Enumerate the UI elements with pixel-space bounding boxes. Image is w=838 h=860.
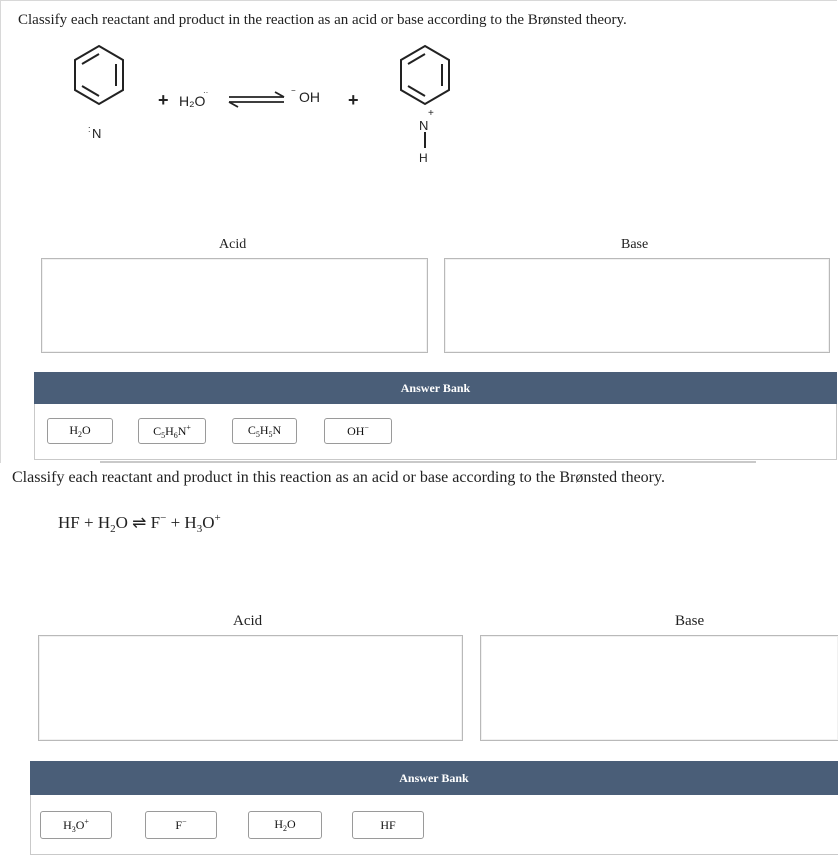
hydroxide-charge: − [291, 86, 296, 95]
chip-fluoride-label: F− [175, 817, 187, 832]
base-drop-zone[interactable] [444, 258, 830, 353]
lone-pair-dots: : [88, 124, 91, 134]
base-drop-zone-2[interactable] [480, 635, 838, 741]
chip-pyridinium[interactable] [138, 418, 206, 444]
chip-hydronium[interactable] [40, 811, 112, 839]
plus-sign-2: + [348, 90, 359, 110]
chip-water-2[interactable] [248, 811, 322, 839]
section-divider [100, 461, 756, 463]
water-molecule: H₂O [179, 93, 206, 109]
chip-pyridine[interactable] [232, 418, 297, 444]
water-lone-pairs: ·· [203, 88, 209, 97]
question1-prompt: Classify each reactant and product in the reaction as an acid or base according to the Brønsted theory. [18, 12, 627, 28]
chip-h2o[interactable] [47, 418, 113, 444]
chip-fluoride[interactable] [145, 811, 217, 839]
chip-pyridinium-label: $C_5H_6N^+$ [153, 422, 191, 440]
chip-h2o-label: $H_2O$ [69, 423, 91, 439]
chip-hf-label: HF [380, 817, 396, 832]
hf-equation: HF + $H_2O$ ⇌ $F^- + H_3O^+$ [58, 512, 221, 535]
chip-pyridine-label: $C_5H_5N$ [247, 423, 282, 439]
acid-column-label: Acid [219, 237, 247, 252]
acid-column-label-2: Acid [233, 613, 263, 629]
right-charge: + [428, 108, 434, 119]
base-column-label-2: Base [675, 613, 705, 629]
question2-prompt: Classify each reactant and product in this reaction as an acid or base according to the Brønsted theory. [12, 469, 665, 486]
chip-hydroxide-label: OH− [347, 423, 369, 438]
equilibrium-arrow [229, 92, 284, 107]
answer-bank-header-2: Answer Bank [30, 761, 838, 795]
reaction-scheme [55, 40, 475, 172]
chip-hydronium-label: $H_3O^+$ [63, 816, 89, 834]
answer-bank-header: Answer Bank [34, 372, 837, 404]
base-column-label: Base [621, 237, 649, 252]
plus-sign-1: + [158, 90, 169, 110]
right-hydrogen: H [419, 151, 428, 165]
chip-hf[interactable] [352, 811, 424, 839]
chip-water-2-label: $H_2O$ [274, 817, 296, 833]
hydroxide-ion: OH [299, 89, 320, 105]
chip-hydroxide[interactable] [324, 418, 392, 444]
acid-drop-zone-2[interactable] [38, 635, 463, 741]
left-nitrogen: N [92, 126, 102, 141]
acid-drop-zone[interactable] [41, 258, 428, 353]
pyridine-structure [75, 46, 123, 104]
right-nitrogen: N [419, 118, 429, 133]
